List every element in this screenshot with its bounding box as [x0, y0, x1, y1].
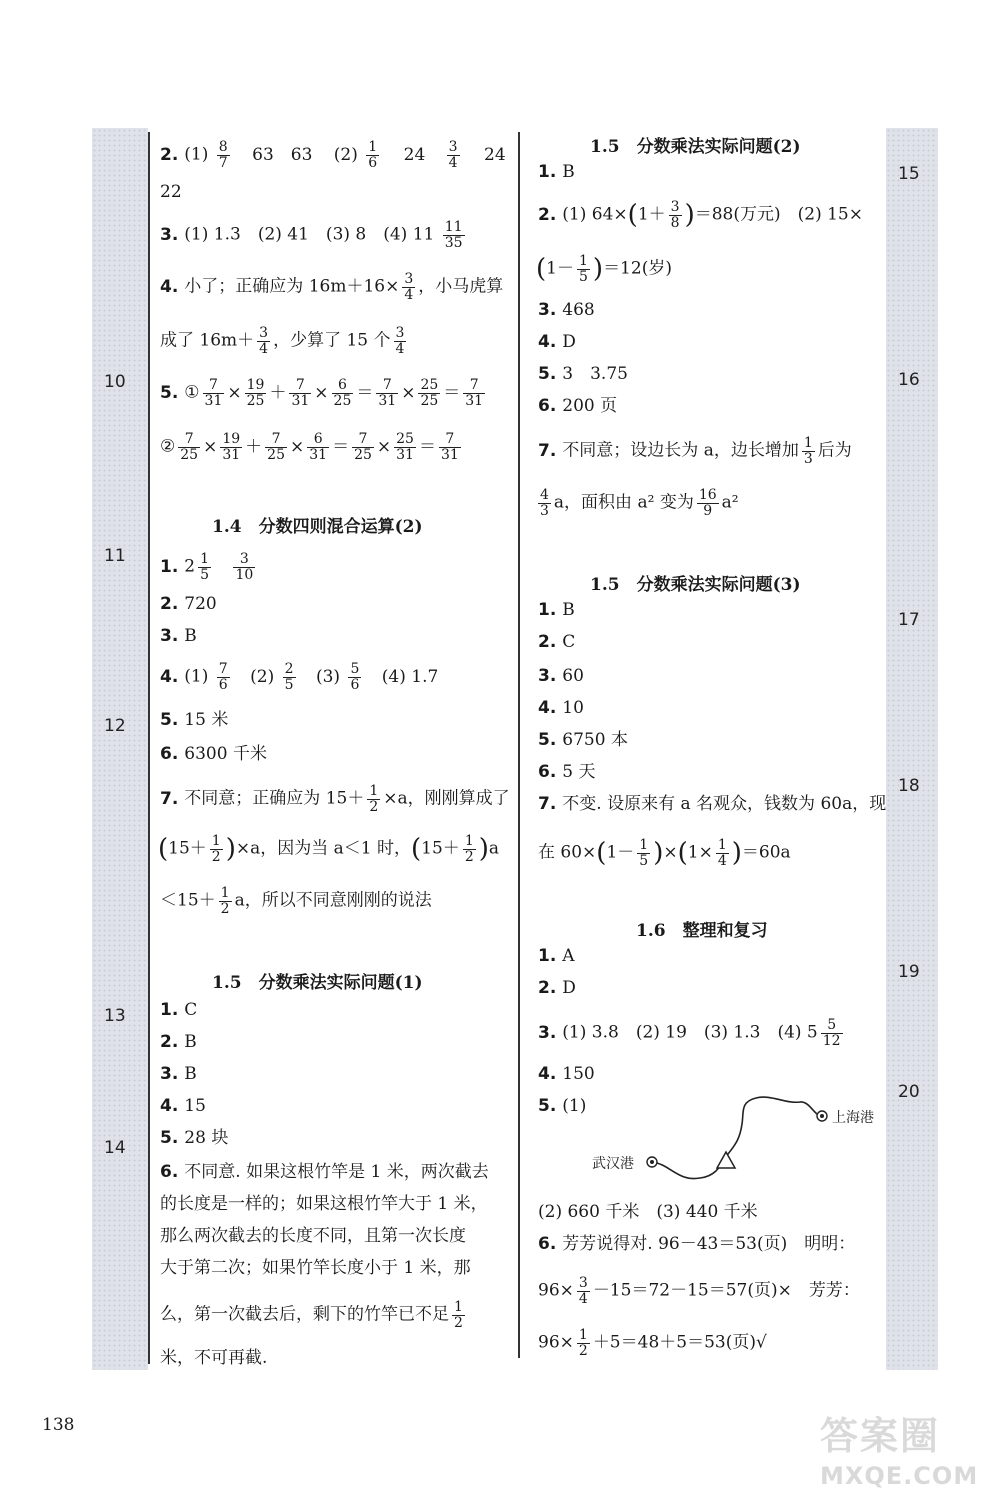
position-triangle-icon [717, 1152, 735, 1168]
answer-2: 2. (1) 64×(1＋ $\frac{3}{8}$ )＝88(万元) (2) 15× [538, 199, 863, 231]
answer-7: 7. 不同意；正确应为 15＋ $\frac{1}{2}$ ×a，刚刚算成了 [160, 783, 510, 815]
river-line [652, 1097, 822, 1179]
answer-1: 1. B [538, 162, 575, 182]
strip-number: 14 [104, 1138, 126, 1158]
answer-3: 3. B [160, 1064, 197, 1084]
fraction: $\frac{6}{25}$ [333, 377, 352, 409]
operator: × [227, 382, 242, 403]
answer-4: 4. 小了；正确应为 16m＋16× $\frac{3}{4}$ ，小马虎算 [160, 271, 504, 303]
strip-number: 20 [898, 1082, 920, 1102]
strip-number: 15 [898, 164, 920, 184]
answer-3: 3. 60 [538, 666, 584, 686]
answer-6: 6. 200 页 [538, 396, 618, 416]
answer-1: 1. C [160, 1000, 198, 1020]
watermark-logo-text: 答案圈 [820, 1414, 941, 1458]
watermark [820, 1405, 978, 1490]
fraction: $\frac{19}{31}$ [222, 431, 241, 463]
section-heading: 1.6 整理和复习 [636, 921, 768, 941]
fraction: $\frac{7}{25}$ [354, 431, 372, 463]
fraction: $\frac{7}{25}$ [267, 431, 285, 463]
strip-number: 13 [104, 1006, 126, 1026]
strip-number: 19 [898, 962, 920, 982]
answer-7: 7. 不变. 设原来有 a 名观众，钱数为 60a，现 [538, 794, 887, 814]
column-divider [518, 132, 520, 1358]
strip-number: 17 [898, 610, 920, 630]
operator: ＝ [332, 436, 350, 457]
fraction: $\frac{19}{25}$ [246, 377, 265, 409]
fraction: $\frac{7}{25}$ [180, 431, 199, 463]
fraction: $\frac{6}{31}$ [309, 431, 328, 463]
answer-7-cont: ＜15＋ $\frac{1}{2}$ a，所以不同意刚刚的说法 [160, 885, 432, 917]
answer-7-cont: 在 60×(1－ $\frac{1}{5}$ )×(1× $\frac{1}{4}$ )＝60a [538, 837, 791, 869]
fraction: $\frac{25}{25}$ [420, 377, 439, 409]
answer-2: 2. C [538, 632, 576, 652]
answer-7-cont: $\frac{4}{3}$ a，面积由 a² 变为 $\frac{16}{9}$ a² [540, 487, 739, 519]
answer-4-cont: 成了 16m＋ $\frac{3}{4}$ ，少算了 15 个 $\frac{3}{4}$ [160, 325, 405, 357]
fraction: $\frac{25}{31}$ [396, 431, 414, 463]
answer-3: 3. (1) 3.8 (2) 19 (3) 1.3 (4) 5 $\frac{5}{12}$ [538, 1017, 841, 1049]
answer-4: 4. D [538, 332, 576, 352]
answer-5: 5. 6750 本 [538, 730, 628, 750]
answer-7: 7. 不同意；设边长为 a，边长增加 $\frac{1}{3}$ 后为 [538, 435, 852, 467]
strip-number: 12 [104, 716, 126, 736]
operator: × [203, 436, 218, 457]
operator: × [314, 382, 329, 403]
answer-5: 5. 15 米 [160, 710, 229, 730]
answer-5-part2: (2) 660 千米 (3) 440 千米 [538, 1202, 758, 1222]
wuhan-port-dot [650, 1160, 654, 1164]
answer-6: 6. 5 天 [538, 762, 596, 782]
strip-number: 18 [898, 776, 920, 796]
answer-7-cont: (15＋ $\frac{1}{2}$ )×a，因为当 a＜1 时，(15＋ $\frac{1}{2}$ )a [158, 833, 500, 865]
right-margin-strip [886, 128, 938, 1370]
answer-6-cont: 96× $\frac{1}{2}$ ＋5＝48＋5＝53(页)√ [538, 1327, 767, 1359]
fraction: $\frac{7}{31}$ [440, 431, 459, 463]
answer-6-cont: 米，不可再截. [160, 1348, 268, 1368]
answer-5-row2: ② $\frac{7}{25}$ × $\frac{19}{31}$ ＋ $\frac{7}{25}$ × $\frac{6}{31}$ ＝ $\frac{7}{25}$ × $\frac{25}{31}$ ＝ $\frac{7}{31}$ [160, 431, 459, 463]
section-heading: 1.4 分数四则混合运算(2) [212, 517, 423, 537]
operator: ＋ [245, 436, 263, 457]
answer-4: 4. 150 [538, 1064, 595, 1084]
answer-1: 1. B [538, 600, 575, 620]
page-number: 138 [42, 1415, 75, 1435]
strip-number: 10 [104, 372, 126, 392]
fraction: $\frac{7}{31}$ [465, 377, 484, 409]
answer-4: 4. 15 [160, 1096, 206, 1116]
section-heading: 1.5 分数乘法实际问题(2) [590, 137, 801, 157]
fraction: $\frac{7}{31}$ [378, 377, 397, 409]
river-map-diagram [590, 1092, 884, 1192]
section-heading: 1.5 分数乘法实际问题(3) [590, 575, 801, 595]
strip-number: 16 [898, 370, 920, 390]
strip-number: 11 [104, 546, 126, 566]
answer-2: 2. D [538, 978, 576, 998]
answer-3: 3. (1) 1.3 (2) 41 (3) 8 (4) 11 $\frac{11}{35}$ [160, 219, 463, 251]
operator: ＝ [443, 382, 461, 403]
answer-1: 1. A [538, 946, 575, 966]
answer-6-cont: 那么两次截去的长度不同，且第一次长度 [160, 1226, 466, 1246]
left-margin-strip [92, 128, 148, 1370]
answer-6-cont: 的长度是一样的；如果这根竹竿大于 1 米， [160, 1194, 488, 1214]
answer-5: 5. 28 块 [160, 1128, 229, 1148]
answer-6: 6. 6300 千米 [160, 744, 267, 764]
answer-6: 6. 芳芳说得对. 96－43＝53(页) 明明： [538, 1234, 856, 1254]
answer-2-cont: 22 [160, 182, 182, 202]
answer-6-cont: 么，第一次截去后，剩下的竹竿已不足 $\frac{1}{2}$ [160, 1299, 463, 1331]
answer-2: 2. 720 [160, 594, 217, 614]
answer-5: 5. 3 3.75 [538, 364, 628, 384]
fraction: $\frac{7}{31}$ [204, 377, 223, 409]
operator: × [401, 382, 416, 403]
answer-6-cont: 大于第二次；如果竹竿长度小于 1 米，那 [160, 1258, 471, 1278]
answer-3: 3. 468 [538, 300, 595, 320]
answer-2-cont: (1－ $\frac{1}{5}$ )＝12(岁) [536, 253, 672, 285]
operator: × [289, 436, 305, 457]
operator: × [376, 436, 392, 457]
watermark-url: MXQE.COM [820, 1462, 979, 1490]
operator: ＝ [356, 382, 374, 403]
answer-4: 4. (1) $\frac{7}{6}$ (2) $\frac{2}{5}$ (3) $\frac{5}{6}$ (4) 1.7 [160, 661, 439, 693]
fraction: $\frac{7}{31}$ [291, 377, 310, 409]
operator: ＋ [269, 382, 287, 403]
answer-6-cont: 96× $\frac{3}{4}$ －15＝72－15＝57(页)× 芳芳： [538, 1275, 860, 1307]
answer-1: 1. 2 $\frac{1}{5}$ $\frac{3}{10}$ [160, 551, 254, 583]
answer-5: 5. (1) [538, 1096, 587, 1116]
answer-2: 2. (1) $\frac{8}{7}$ 63 63 (2) $\frac{1}{6}$ 24 $\frac{3}{4}$ 24 [160, 139, 506, 171]
answer-3: 3. B [160, 626, 197, 646]
answer-4: 4. 10 [538, 698, 584, 718]
section-heading: 1.5 分数乘法实际问题(1) [212, 973, 423, 993]
answer-6: 6. 不同意. 如果这根竹竿是 1 米，两次截去 [160, 1162, 489, 1182]
shanghai-port-label: 上海港 [832, 1110, 874, 1126]
shanghai-port-dot [820, 1114, 824, 1118]
operator: ＝ [418, 436, 436, 457]
left-strip-rule [148, 132, 150, 1364]
answer-2: 2. B [160, 1032, 197, 1052]
wuhan-port-label: 武汉港 [592, 1156, 634, 1172]
answer-5-row1: 5. ① $\frac{7}{31}$ × $\frac{19}{25}$ ＋ $\frac{7}{31}$ × $\frac{6}{25}$ ＝ $\frac{7}{31}$ × $\frac{25}{25}$ ＝ $\frac{7}{31}$ [160, 377, 484, 409]
